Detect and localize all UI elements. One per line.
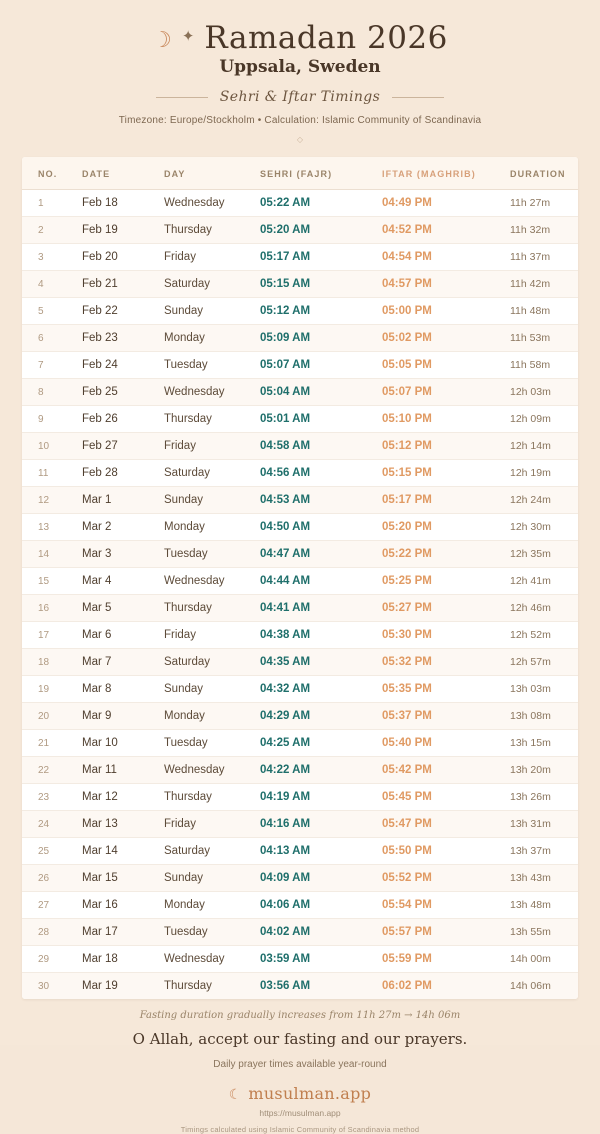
cell-duration: 12h 09m xyxy=(510,406,578,433)
divider-right xyxy=(392,97,444,98)
cell-no: 20 xyxy=(22,703,82,730)
cell-day: Saturday xyxy=(164,838,260,865)
cell-duration: 12h 03m xyxy=(510,379,578,406)
cell-duration: 12h 57m xyxy=(510,649,578,676)
cell-no: 18 xyxy=(22,649,82,676)
cell-date: Mar 19 xyxy=(82,973,164,1000)
cell-date: Feb 20 xyxy=(82,244,164,271)
table-row xyxy=(22,919,578,946)
cell-sehri: 04:38 AM xyxy=(260,622,382,649)
cell-no: 9 xyxy=(22,406,82,433)
cell-duration: 11h 42m xyxy=(510,271,578,298)
cell-sehri: 04:02 AM xyxy=(260,919,382,946)
cell-no: 27 xyxy=(22,892,82,919)
cell-day: Thursday xyxy=(164,217,260,244)
table-row xyxy=(22,514,578,541)
cell-iftar: 05:17 PM xyxy=(382,487,510,514)
cell-no: 30 xyxy=(22,973,82,1000)
brand-crescent-icon: ☾ xyxy=(228,1086,242,1102)
cell-day: Monday xyxy=(164,514,260,541)
brand-name[interactable]: musulman.app xyxy=(248,1084,372,1103)
cell-duration: 13h 20m xyxy=(510,757,578,784)
table-head xyxy=(22,157,578,190)
cell-no: 28 xyxy=(22,919,82,946)
cell-day: Monday xyxy=(164,703,260,730)
cell-iftar: 05:47 PM xyxy=(382,811,510,838)
cell-date: Feb 24 xyxy=(82,352,164,379)
cell-duration: 11h 58m xyxy=(510,352,578,379)
column-header-date: DATE xyxy=(82,157,164,190)
cell-no: 8 xyxy=(22,379,82,406)
cell-duration: 12h 52m xyxy=(510,622,578,649)
table-row xyxy=(22,217,578,244)
cell-duration: 12h 14m xyxy=(510,433,578,460)
cell-no: 24 xyxy=(22,811,82,838)
table-row xyxy=(22,811,578,838)
cell-day: Tuesday xyxy=(164,541,260,568)
column-header-no: NO. xyxy=(22,157,82,190)
timings-table-card xyxy=(22,157,578,999)
brand-row[interactable] xyxy=(0,1084,600,1103)
cell-day: Sunday xyxy=(164,298,260,325)
cell-no: 5 xyxy=(22,298,82,325)
cell-iftar: 05:40 PM xyxy=(382,730,510,757)
table-row xyxy=(22,325,578,352)
column-header-sehri: SEHRI (FAJR) xyxy=(260,157,382,190)
cell-day: Friday xyxy=(164,811,260,838)
daily-prayer-note: Daily prayer times available year-round xyxy=(213,1059,387,1070)
cell-no: 11 xyxy=(22,460,82,487)
cell-day: Thursday xyxy=(164,784,260,811)
table-row xyxy=(22,433,578,460)
cell-iftar: 04:57 PM xyxy=(382,271,510,298)
cell-day: Wednesday xyxy=(164,379,260,406)
cell-no: 22 xyxy=(22,757,82,784)
cell-iftar: 05:07 PM xyxy=(382,379,510,406)
table-row xyxy=(22,703,578,730)
duration-note: Fasting duration gradually increases from 11h 27m → 14h 06m xyxy=(139,1010,461,1021)
cell-sehri: 05:07 AM xyxy=(260,352,382,379)
cell-date: Feb 25 xyxy=(82,379,164,406)
cell-date: Mar 6 xyxy=(82,622,164,649)
cell-sehri: 04:13 AM xyxy=(260,838,382,865)
table-row xyxy=(22,892,578,919)
cell-date: Feb 19 xyxy=(82,217,164,244)
cell-sehri: 04:25 AM xyxy=(260,730,382,757)
cell-duration: 12h 35m xyxy=(510,541,578,568)
cell-day: Tuesday xyxy=(164,919,260,946)
cell-sehri: 05:09 AM xyxy=(260,325,382,352)
cell-duration: 14h 00m xyxy=(510,946,578,973)
page-title: Ramadan 2026 xyxy=(204,20,448,56)
cell-duration: 13h 48m xyxy=(510,892,578,919)
column-header-day: DAY xyxy=(164,157,260,190)
calculation-method-note: Timings calculated using Islamic Community of Scandinavia method xyxy=(180,1125,420,1134)
cell-sehri: 04:50 AM xyxy=(260,514,382,541)
cell-duration: 13h 37m xyxy=(510,838,578,865)
cell-no: 4 xyxy=(22,271,82,298)
cell-iftar: 05:22 PM xyxy=(382,541,510,568)
cell-sehri: 05:20 AM xyxy=(260,217,382,244)
table-row xyxy=(22,271,578,298)
cell-no: 13 xyxy=(22,514,82,541)
cell-iftar: 05:12 PM xyxy=(382,433,510,460)
cell-date: Mar 8 xyxy=(82,676,164,703)
star-icon: ✦ xyxy=(181,27,195,45)
table-row xyxy=(22,973,578,1000)
cell-no: 14 xyxy=(22,541,82,568)
table-row xyxy=(22,460,578,487)
cell-duration: 13h 55m xyxy=(510,919,578,946)
cell-sehri: 05:01 AM xyxy=(260,406,382,433)
table-row xyxy=(22,784,578,811)
diamond-ornament-icon: ◇ xyxy=(296,135,304,144)
table-row xyxy=(22,190,578,217)
page-header xyxy=(0,0,600,144)
cell-date: Mar 18 xyxy=(82,946,164,973)
section-label: Sehri & Iftar Timings xyxy=(219,89,381,105)
cell-sehri: 04:09 AM xyxy=(260,865,382,892)
cell-no: 1 xyxy=(22,190,82,217)
column-header-duration: DURATION xyxy=(510,157,578,190)
crescent-moon-icon: ☽ xyxy=(152,27,172,52)
cell-sehri: 05:15 AM xyxy=(260,271,382,298)
cell-sehri: 04:56 AM xyxy=(260,460,382,487)
cell-day: Monday xyxy=(164,892,260,919)
cell-duration: 11h 27m xyxy=(510,190,578,217)
cell-day: Sunday xyxy=(164,865,260,892)
cell-no: 17 xyxy=(22,622,82,649)
cell-duration: 11h 53m xyxy=(510,325,578,352)
cell-date: Mar 11 xyxy=(82,757,164,784)
table-row xyxy=(22,676,578,703)
cell-sehri: 05:12 AM xyxy=(260,298,382,325)
table-row xyxy=(22,757,578,784)
cell-date: Mar 7 xyxy=(82,649,164,676)
timings-table xyxy=(22,157,578,999)
cell-sehri: 04:58 AM xyxy=(260,433,382,460)
cell-iftar: 05:27 PM xyxy=(382,595,510,622)
cell-sehri: 04:53 AM xyxy=(260,487,382,514)
cell-sehri: 04:22 AM xyxy=(260,757,382,784)
cell-duration: 12h 41m xyxy=(510,568,578,595)
column-header-iftar: IFTAR (MAGHRIB) xyxy=(382,157,510,190)
location-subtitle: Uppsala, Sweden xyxy=(219,57,381,77)
cell-date: Feb 21 xyxy=(82,271,164,298)
table-row xyxy=(22,730,578,757)
cell-duration: 11h 37m xyxy=(510,244,578,271)
cell-iftar: 05:42 PM xyxy=(382,757,510,784)
cell-date: Mar 12 xyxy=(82,784,164,811)
cell-day: Thursday xyxy=(164,973,260,1000)
table-row xyxy=(22,946,578,973)
cell-sehri: 04:29 AM xyxy=(260,703,382,730)
cell-duration: 12h 19m xyxy=(510,460,578,487)
cell-iftar: 04:52 PM xyxy=(382,217,510,244)
cell-no: 10 xyxy=(22,433,82,460)
cell-no: 21 xyxy=(22,730,82,757)
cell-iftar: 05:59 PM xyxy=(382,946,510,973)
cell-duration: 13h 31m xyxy=(510,811,578,838)
cell-date: Feb 23 xyxy=(82,325,164,352)
cell-iftar: 05:37 PM xyxy=(382,703,510,730)
cell-day: Friday xyxy=(164,244,260,271)
table-row xyxy=(22,865,578,892)
cell-sehri: 04:16 AM xyxy=(260,811,382,838)
cell-date: Feb 18 xyxy=(82,190,164,217)
cell-duration: 12h 24m xyxy=(510,487,578,514)
cell-iftar: 05:52 PM xyxy=(382,865,510,892)
cell-duration: 13h 43m xyxy=(510,865,578,892)
cell-day: Wednesday xyxy=(164,190,260,217)
timezone-calculation-meta: Timezone: Europe/Stockholm • Calculation: Islamic Community of Scandinavia xyxy=(118,115,482,126)
cell-day: Wednesday xyxy=(164,757,260,784)
table-row xyxy=(22,379,578,406)
cell-date: Mar 16 xyxy=(82,892,164,919)
table-body xyxy=(22,190,578,1000)
cell-no: 6 xyxy=(22,325,82,352)
cell-date: Mar 3 xyxy=(82,541,164,568)
cell-iftar: 05:32 PM xyxy=(382,649,510,676)
cell-sehri: 04:41 AM xyxy=(260,595,382,622)
cell-day: Friday xyxy=(164,622,260,649)
cell-no: 29 xyxy=(22,946,82,973)
cell-sehri: 04:06 AM xyxy=(260,892,382,919)
table-header-row xyxy=(22,157,578,190)
cell-iftar: 05:05 PM xyxy=(382,352,510,379)
table-row xyxy=(22,541,578,568)
cell-day: Thursday xyxy=(164,406,260,433)
cell-day: Friday xyxy=(164,433,260,460)
cell-day: Wednesday xyxy=(164,568,260,595)
cell-duration: 13h 08m xyxy=(510,703,578,730)
cell-date: Mar 5 xyxy=(82,595,164,622)
cell-day: Thursday xyxy=(164,595,260,622)
cell-date: Feb 28 xyxy=(82,460,164,487)
cell-day: Monday xyxy=(164,325,260,352)
brand-url[interactable]: https://musulman.app xyxy=(259,1108,341,1118)
cell-iftar: 05:57 PM xyxy=(382,919,510,946)
cell-no: 7 xyxy=(22,352,82,379)
cell-iftar: 05:20 PM xyxy=(382,514,510,541)
table-row xyxy=(22,352,578,379)
cell-duration: 12h 46m xyxy=(510,595,578,622)
cell-duration: 11h 32m xyxy=(510,217,578,244)
cell-iftar: 04:49 PM xyxy=(382,190,510,217)
cell-sehri: 04:35 AM xyxy=(260,649,382,676)
cell-day: Sunday xyxy=(164,487,260,514)
cell-date: Mar 4 xyxy=(82,568,164,595)
cell-duration: 12h 30m xyxy=(510,514,578,541)
cell-sehri: 05:04 AM xyxy=(260,379,382,406)
cell-date: Mar 17 xyxy=(82,919,164,946)
cell-duration: 13h 03m xyxy=(510,676,578,703)
cell-sehri: 03:56 AM xyxy=(260,973,382,1000)
cell-sehri: 05:22 AM xyxy=(260,190,382,217)
cell-date: Mar 14 xyxy=(82,838,164,865)
cell-iftar: 04:54 PM xyxy=(382,244,510,271)
cell-iftar: 05:45 PM xyxy=(382,784,510,811)
cell-date: Feb 22 xyxy=(82,298,164,325)
title-row xyxy=(0,20,600,56)
cell-iftar: 05:54 PM xyxy=(382,892,510,919)
table-row xyxy=(22,649,578,676)
table-row xyxy=(22,838,578,865)
table-row xyxy=(22,622,578,649)
cell-iftar: 05:30 PM xyxy=(382,622,510,649)
cell-duration: 13h 26m xyxy=(510,784,578,811)
cell-iftar: 05:35 PM xyxy=(382,676,510,703)
cell-iftar: 06:02 PM xyxy=(382,973,510,1000)
section-divider-row xyxy=(0,89,600,105)
cell-day: Tuesday xyxy=(164,352,260,379)
cell-date: Feb 26 xyxy=(82,406,164,433)
table-row xyxy=(22,487,578,514)
cell-sehri: 05:17 AM xyxy=(260,244,382,271)
table-row xyxy=(22,406,578,433)
cell-no: 3 xyxy=(22,244,82,271)
cell-iftar: 05:10 PM xyxy=(382,406,510,433)
cell-day: Saturday xyxy=(164,460,260,487)
cell-iftar: 05:02 PM xyxy=(382,325,510,352)
cell-no: 26 xyxy=(22,865,82,892)
cell-date: Mar 13 xyxy=(82,811,164,838)
table-row xyxy=(22,595,578,622)
cell-date: Mar 1 xyxy=(82,487,164,514)
cell-date: Feb 27 xyxy=(82,433,164,460)
cell-duration: 13h 15m xyxy=(510,730,578,757)
cell-no: 23 xyxy=(22,784,82,811)
cell-iftar: 05:00 PM xyxy=(382,298,510,325)
cell-day: Sunday xyxy=(164,676,260,703)
cell-no: 19 xyxy=(22,676,82,703)
cell-iftar: 05:25 PM xyxy=(382,568,510,595)
table-row xyxy=(22,244,578,271)
cell-no: 15 xyxy=(22,568,82,595)
cell-day: Tuesday xyxy=(164,730,260,757)
cell-date: Mar 10 xyxy=(82,730,164,757)
cell-iftar: 05:15 PM xyxy=(382,460,510,487)
table-row xyxy=(22,298,578,325)
cell-day: Saturday xyxy=(164,271,260,298)
cell-day: Saturday xyxy=(164,649,260,676)
dua-text: O Allah, accept our fasting and our prayers. xyxy=(132,1030,468,1048)
cell-no: 25 xyxy=(22,838,82,865)
cell-duration: 14h 06m xyxy=(510,973,578,1000)
table-row xyxy=(22,568,578,595)
cell-sehri: 04:32 AM xyxy=(260,676,382,703)
cell-no: 16 xyxy=(22,595,82,622)
cell-sehri: 04:47 AM xyxy=(260,541,382,568)
cell-sehri: 04:19 AM xyxy=(260,784,382,811)
cell-no: 12 xyxy=(22,487,82,514)
cell-date: Mar 9 xyxy=(82,703,164,730)
cell-duration: 11h 48m xyxy=(510,298,578,325)
cell-date: Mar 15 xyxy=(82,865,164,892)
cell-iftar: 05:50 PM xyxy=(382,838,510,865)
cell-sehri: 04:44 AM xyxy=(260,568,382,595)
divider-left xyxy=(156,97,208,98)
cell-day: Wednesday xyxy=(164,946,260,973)
cell-date: Mar 2 xyxy=(82,514,164,541)
cell-sehri: 03:59 AM xyxy=(260,946,382,973)
cell-no: 2 xyxy=(22,217,82,244)
